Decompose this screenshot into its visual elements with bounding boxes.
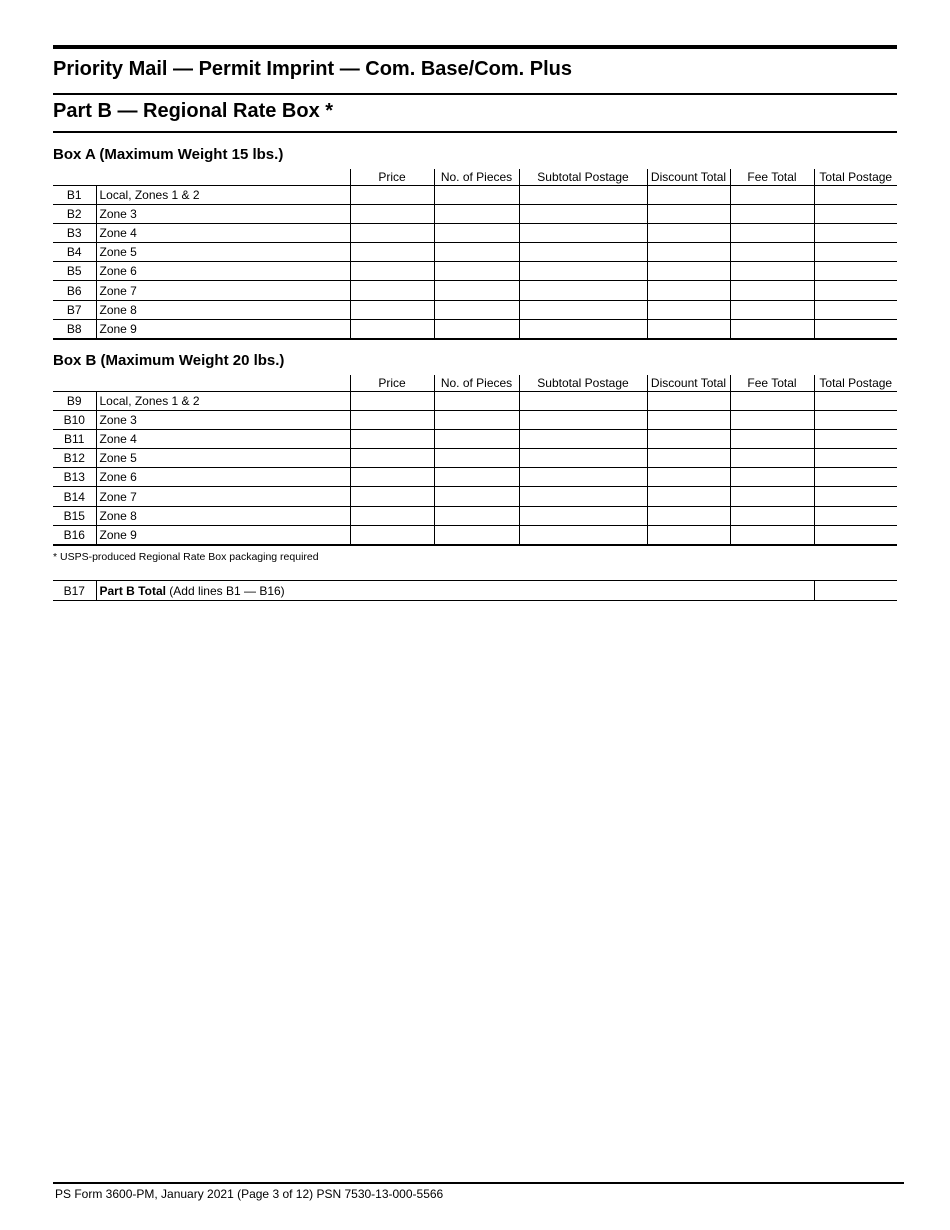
line-code: B2 <box>53 204 96 223</box>
line-code: B5 <box>53 262 96 281</box>
line-label: Zone 6 <box>96 468 350 487</box>
line-code: B17 <box>53 581 96 601</box>
box-b-table <box>53 375 897 546</box>
fee-field[interactable] <box>730 185 814 204</box>
table-row <box>53 185 897 204</box>
price-field[interactable] <box>350 319 434 338</box>
part-title: Part B — Regional Rate Box * <box>53 100 334 122</box>
price-field[interactable] <box>350 185 434 204</box>
subtotal-field[interactable] <box>519 410 647 429</box>
title-rule <box>53 93 897 95</box>
total-field[interactable] <box>814 243 897 262</box>
subtotal-field[interactable] <box>519 243 647 262</box>
price-field[interactable] <box>350 204 434 223</box>
line-code: B9 <box>53 391 96 410</box>
discount-field[interactable] <box>647 185 730 204</box>
table-row <box>53 262 897 281</box>
total-field[interactable] <box>814 262 897 281</box>
price-field[interactable] <box>350 223 434 242</box>
table-row <box>53 223 897 242</box>
line-label: Zone 7 <box>96 281 350 300</box>
line-code: B15 <box>53 506 96 525</box>
table-row <box>53 319 897 338</box>
table-row <box>53 243 897 262</box>
line-label: Local, Zones 1 & 2 <box>96 391 350 410</box>
line-code: B8 <box>53 319 96 338</box>
fee-field[interactable] <box>730 223 814 242</box>
discount-field[interactable] <box>647 300 730 319</box>
form-footer: PS Form 3600-PM, January 2021 (Page 3 of 12) PSN 7530-13-000-5566 <box>55 1187 444 1201</box>
col-total: Total Postage <box>814 169 897 185</box>
pieces-field[interactable] <box>434 468 519 487</box>
discount-field[interactable] <box>647 525 730 544</box>
discount-field[interactable] <box>647 410 730 429</box>
discount-field[interactable] <box>647 281 730 300</box>
header-blank-label <box>96 375 350 391</box>
part-b-total-field[interactable] <box>814 581 897 601</box>
line-label: Local, Zones 1 & 2 <box>96 185 350 204</box>
line-label: Zone 5 <box>96 243 350 262</box>
table-row <box>53 468 897 487</box>
line-code: B4 <box>53 243 96 262</box>
discount-field[interactable] <box>647 223 730 242</box>
line-code: B6 <box>53 281 96 300</box>
subtotal-field[interactable] <box>519 185 647 204</box>
price-field[interactable] <box>350 243 434 262</box>
fee-field[interactable] <box>730 487 814 506</box>
pieces-field[interactable] <box>434 487 519 506</box>
price-field[interactable] <box>350 391 434 410</box>
total-field[interactable] <box>814 525 897 544</box>
form-title: Priority Mail — Permit Imprint — Com. Base/Com. Plus <box>53 58 572 80</box>
total-field[interactable] <box>814 319 897 338</box>
price-field[interactable] <box>350 487 434 506</box>
price-field[interactable] <box>350 410 434 429</box>
col-discount: Discount Total <box>647 375 730 391</box>
fee-field[interactable] <box>730 281 814 300</box>
line-label: Zone 3 <box>96 410 350 429</box>
col-fee: Fee Total <box>730 169 814 185</box>
pieces-field[interactable] <box>434 300 519 319</box>
discount-field[interactable] <box>647 468 730 487</box>
price-field[interactable] <box>350 300 434 319</box>
top-rule <box>53 45 897 49</box>
table-row <box>53 281 897 300</box>
table-row <box>53 300 897 319</box>
pieces-field[interactable] <box>434 506 519 525</box>
box-a-title: Box A (Maximum Weight 15 lbs.) <box>53 146 284 163</box>
line-code: B1 <box>53 185 96 204</box>
header-blank-label <box>96 169 350 185</box>
subtotal-field[interactable] <box>519 281 647 300</box>
pieces-field[interactable] <box>434 391 519 410</box>
line-label: Zone 4 <box>96 223 350 242</box>
box-a-table <box>53 169 897 340</box>
total-field[interactable] <box>814 468 897 487</box>
line-label: Zone 9 <box>96 525 350 544</box>
subtotal-field[interactable] <box>519 391 647 410</box>
price-field[interactable] <box>350 525 434 544</box>
part-b-total-note: (Add lines B1 — B16) <box>165 583 285 598</box>
part-b-total-label <box>96 581 814 601</box>
col-fee: Fee Total <box>730 375 814 391</box>
fee-field[interactable] <box>730 262 814 281</box>
subtotal-field[interactable] <box>519 319 647 338</box>
discount-field[interactable] <box>647 243 730 262</box>
table-row <box>53 506 897 525</box>
col-price: Price <box>350 375 434 391</box>
discount-field[interactable] <box>647 319 730 338</box>
subtotal-field[interactable] <box>519 204 647 223</box>
total-field[interactable] <box>814 223 897 242</box>
price-field[interactable] <box>350 429 434 448</box>
price-field[interactable] <box>350 506 434 525</box>
table-row <box>53 204 897 223</box>
pieces-field[interactable] <box>434 185 519 204</box>
line-code: B10 <box>53 410 96 429</box>
price-field[interactable] <box>350 468 434 487</box>
line-label: Zone 3 <box>96 204 350 223</box>
line-code: B12 <box>53 449 96 468</box>
pieces-field[interactable] <box>434 243 519 262</box>
fee-field[interactable] <box>730 319 814 338</box>
total-field[interactable] <box>814 391 897 410</box>
col-subtotal: Subtotal Postage <box>519 375 647 391</box>
fee-field[interactable] <box>730 410 814 429</box>
col-pieces: No. of Pieces <box>434 375 519 391</box>
table-row <box>53 429 897 448</box>
discount-field[interactable] <box>647 262 730 281</box>
line-label: Zone 8 <box>96 506 350 525</box>
fee-field[interactable] <box>730 468 814 487</box>
fee-field[interactable] <box>730 525 814 544</box>
line-label: Zone 9 <box>96 319 350 338</box>
part-b-total-bold: Part B Total <box>99 583 166 598</box>
price-field[interactable] <box>350 449 434 468</box>
discount-field[interactable] <box>647 391 730 410</box>
line-label: Zone 8 <box>96 300 350 319</box>
footer-rule <box>53 1182 904 1184</box>
subtotal-field[interactable] <box>519 487 647 506</box>
line-code: B7 <box>53 300 96 319</box>
subtotal-field[interactable] <box>519 223 647 242</box>
discount-field[interactable] <box>647 429 730 448</box>
subtotal-field[interactable] <box>519 525 647 544</box>
line-code: B14 <box>53 487 96 506</box>
price-field[interactable] <box>350 262 434 281</box>
fee-field[interactable] <box>730 204 814 223</box>
part-rule <box>53 131 897 133</box>
pieces-field[interactable] <box>434 410 519 429</box>
pieces-field[interactable] <box>434 204 519 223</box>
part-b-total-table <box>53 580 897 601</box>
line-code: B11 <box>53 429 96 448</box>
total-field[interactable] <box>814 185 897 204</box>
pieces-field[interactable] <box>434 319 519 338</box>
part-b-total-row <box>53 581 897 601</box>
fee-field[interactable] <box>730 300 814 319</box>
subtotal-field[interactable] <box>519 262 647 281</box>
pieces-field[interactable] <box>434 281 519 300</box>
packaging-footnote: * USPS-produced Regional Rate Box packaging required <box>53 551 319 563</box>
discount-field[interactable] <box>647 204 730 223</box>
total-field[interactable] <box>814 410 897 429</box>
subtotal-field[interactable] <box>519 429 647 448</box>
price-field[interactable] <box>350 281 434 300</box>
subtotal-field[interactable] <box>519 449 647 468</box>
fee-field[interactable] <box>730 449 814 468</box>
pieces-field[interactable] <box>434 429 519 448</box>
total-field[interactable] <box>814 449 897 468</box>
line-label: Zone 7 <box>96 487 350 506</box>
pieces-field[interactable] <box>434 525 519 544</box>
col-pieces: No. of Pieces <box>434 169 519 185</box>
line-label: Zone 4 <box>96 429 350 448</box>
total-field[interactable] <box>814 281 897 300</box>
box-b-header-row <box>53 375 897 391</box>
table-row <box>53 391 897 410</box>
subtotal-field[interactable] <box>519 506 647 525</box>
col-price: Price <box>350 169 434 185</box>
col-subtotal: Subtotal Postage <box>519 169 647 185</box>
header-blank-code <box>53 375 96 391</box>
discount-field[interactable] <box>647 487 730 506</box>
fee-field[interactable] <box>730 243 814 262</box>
total-field[interactable] <box>814 487 897 506</box>
fee-field[interactable] <box>730 506 814 525</box>
table-row <box>53 410 897 429</box>
line-code: B13 <box>53 468 96 487</box>
col-total: Total Postage <box>814 375 897 391</box>
total-field[interactable] <box>814 429 897 448</box>
table-row <box>53 525 897 544</box>
fee-field[interactable] <box>730 391 814 410</box>
box-a-header-row <box>53 169 897 185</box>
table-row <box>53 449 897 468</box>
line-label: Zone 6 <box>96 262 350 281</box>
discount-field[interactable] <box>647 506 730 525</box>
pieces-field[interactable] <box>434 449 519 468</box>
col-discount: Discount Total <box>647 169 730 185</box>
pieces-field[interactable] <box>434 262 519 281</box>
fee-field[interactable] <box>730 429 814 448</box>
total-field[interactable] <box>814 204 897 223</box>
box-b-title: Box B (Maximum Weight 20 lbs.) <box>53 352 285 369</box>
line-code: B3 <box>53 223 96 242</box>
discount-field[interactable] <box>647 449 730 468</box>
total-field[interactable] <box>814 300 897 319</box>
total-field[interactable] <box>814 506 897 525</box>
line-label: Zone 5 <box>96 449 350 468</box>
subtotal-field[interactable] <box>519 468 647 487</box>
subtotal-field[interactable] <box>519 300 647 319</box>
pieces-field[interactable] <box>434 223 519 242</box>
table-row <box>53 487 897 506</box>
line-code: B16 <box>53 525 96 544</box>
header-blank-code <box>53 169 96 185</box>
